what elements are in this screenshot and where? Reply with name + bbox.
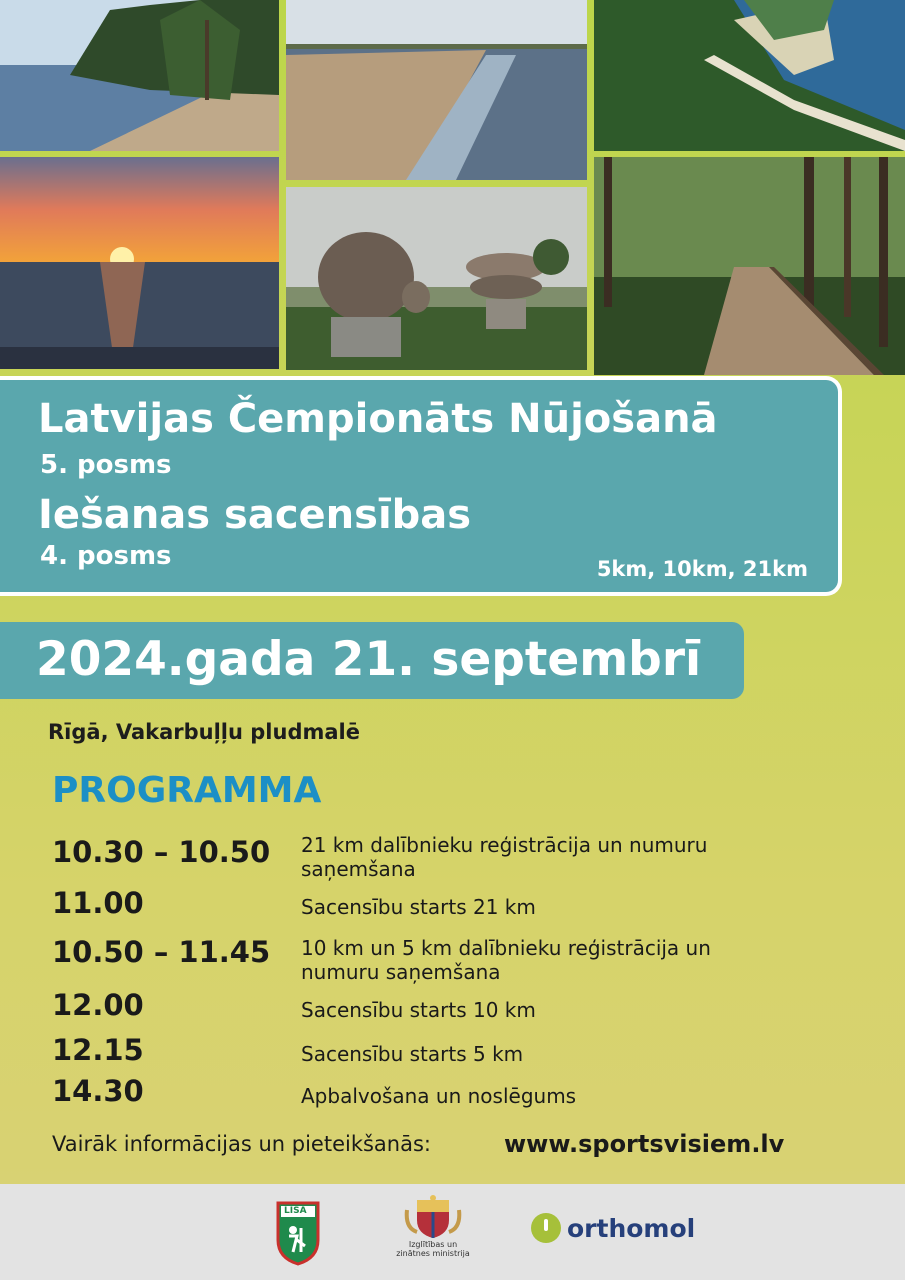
photo-aerial-river	[594, 0, 905, 151]
photo-beach-pines	[0, 0, 279, 151]
program-desc: 10 km un 5 km dalībnieku reģistrācija un numuru saņemšana	[301, 936, 711, 984]
program-time: 12.15	[52, 1033, 144, 1067]
title-band	[0, 376, 842, 596]
program-desc: 21 km dalībnieku reģistrācija un numuru saņemšana	[301, 833, 708, 881]
program-desc: Sacensību starts 5 km	[301, 1042, 524, 1066]
program-desc: Apbalvošana un noslēgums	[301, 1084, 577, 1108]
championship-title: Latvijas Čempionāts Nūjošanā	[38, 396, 718, 442]
program-time: 14.30	[52, 1074, 144, 1108]
lisa-logo-text: LISA	[284, 1206, 307, 1216]
photo-stone-sculptures	[286, 187, 587, 370]
distances: 5km, 10km, 21km	[596, 557, 808, 581]
event-date: 2024.gada 21. septembrī	[36, 632, 702, 687]
website-link[interactable]: www.sportsvisiem.lv	[504, 1130, 785, 1158]
program-time: 10.50 – 11.45	[52, 935, 271, 969]
orthomol-wordmark: orthomol	[567, 1213, 696, 1243]
orthomol-icon	[531, 1213, 561, 1243]
walking-competition-title: Iešanas sacensības	[38, 492, 472, 538]
photo-boardwalk	[594, 157, 905, 375]
orthomol-logo	[531, 1208, 695, 1248]
ministry-caption: Izglītības un zinātnes ministrija	[396, 1240, 470, 1258]
event-location: Rīgā, Vakarbuļļu pludmalē	[48, 720, 360, 744]
program-heading: PROGRAMMA	[52, 770, 322, 811]
photo-shoreline	[286, 0, 587, 180]
lisa-logo	[275, 1200, 321, 1266]
sponsor-footer	[0, 1184, 905, 1280]
championship-stage: 5. posms	[40, 450, 172, 480]
date-band	[0, 622, 744, 699]
more-info-label: Vairāk informācijas un pieteikšanās:	[52, 1132, 431, 1156]
program-desc: Sacensību starts 21 km	[301, 895, 536, 919]
program-time: 11.00	[52, 886, 144, 920]
program-time: 10.30 – 10.50	[52, 835, 271, 869]
ministry-logo	[392, 1194, 474, 1276]
photo-sunset	[0, 157, 279, 369]
walking-competition-stage: 4. posms	[40, 541, 172, 571]
program-desc: Sacensību starts 10 km	[301, 998, 536, 1022]
program-time: 12.00	[52, 988, 144, 1022]
